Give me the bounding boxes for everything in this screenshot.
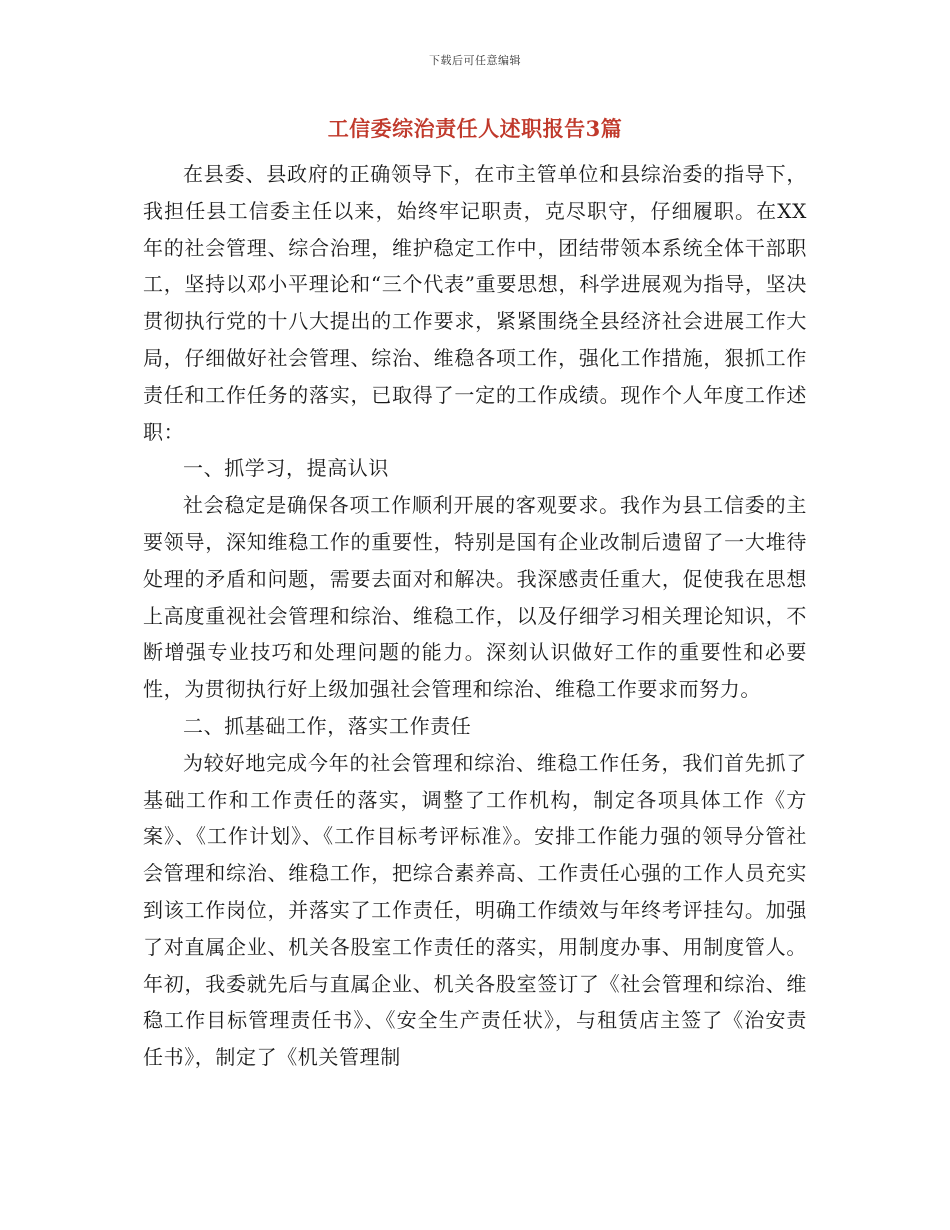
paragraph-section-2: 为较好地完成今年的社会管理和综治、维稳工作任务，我们首先抓了基础工作和工作责任的落实，调整了工作机构，制定各项具体工作《方案》、《工作计划》、《工作目标考评标准》。安排工作能力强的领导分管社会管理和综治、维稳工作，把综合素养高、工作责任心强的工作人员充实到该工作岗位，并落实了工作责任，明确工作绩效与年终考评挂勾。加强了对直属企业、机关各股室工作责任的落实，用制度办事、用制度管人。年初，我委就先后与直属企业、机关各股室签订了《社会管理和综治、维稳工作目标管理责任书》、《安全生产责任状》，与租赁店主签了《治安责任书》，制定了《机关管理制 [143, 750, 807, 1070]
section-heading-2: 二、抓基础工作，落实工作责任 [183, 713, 472, 738]
paragraph-section-1: 社会稳定是确保各项工作顺利开展的客观要求。我作为县工信委的主要领导，深知维稳工作的重要性，特别是国有企业改制后遗留了一大堆待处理的矛盾和问题，需要去面对和解决。我深感责任重大，促使我在思想上高度重视社会管理和综治、维稳工作，以及仔细学习相关理论知识，不断增强专业技巧和处理问题的能力。深刻认识做好工作的重要性和必要性，为贯彻执行好上级加强社会管理和综治、维稳工作要求而努力。 [143, 493, 807, 702]
document-body [143, 156, 807, 1076]
header-note: 下载后可任意编辑 [429, 54, 521, 67]
section-heading-1: 一、抓学习，提高认识 [183, 456, 389, 481]
paragraph-intro: 在县委、县政府的正确领导下，在市主管单位和县综治委的指导下，我担任县工信委主任以来，始终牢记职责，克尽职守，仔细履职。在XX年的社会管理、综合治理，维护稳定工作中，团结带领本系统全体干部职工，坚持以邓小平理论和“三个代表”重要思想，科学进展观为指导，坚决贯彻执行党的十八大提出的工作要求，紧紧围绕全县经济社会进展工作大局，仔细做好社会管理、综治、维稳各项工作，强化工作措施，狠抓工作责任和工作任务的落实，已取得了一定的工作成绩。现作个人年度工作述职： [143, 162, 807, 444]
document-title: 工信委综治责任人述职报告3篇 [327, 116, 623, 141]
